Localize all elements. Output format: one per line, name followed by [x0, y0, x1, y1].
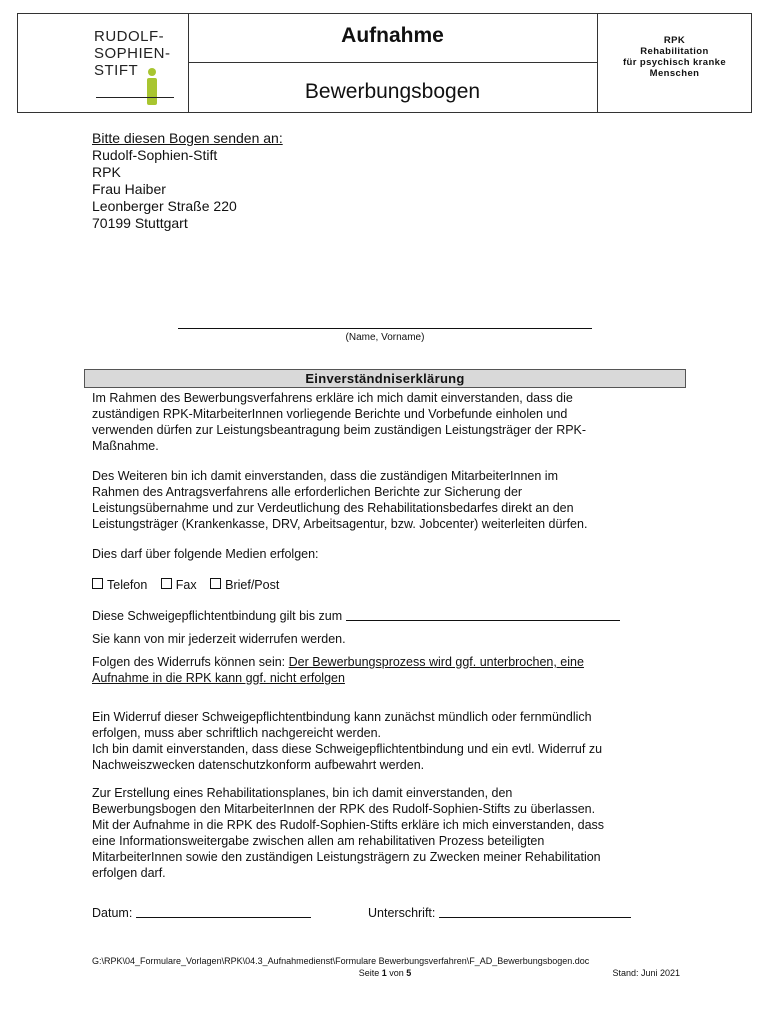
- signature-field[interactable]: [439, 917, 631, 918]
- page-prefix: Seite: [358, 968, 382, 978]
- text-line: Leistungsübernahme und zur Verdeutlichung des Rehabilitationsbedarfes direkt an den: [92, 501, 574, 515]
- text-line: Nachweiszwecken datenschutzkonform aufbewahrt werden.: [92, 758, 425, 772]
- consequences-text: Aufnahme in die RPK kann ggf. nicht erfolgen: [92, 671, 345, 685]
- checkbox-fax[interactable]: [161, 577, 197, 593]
- document-title: Aufnahme: [188, 14, 597, 63]
- checkbox-label: Brief/Post: [225, 578, 280, 592]
- address-heading: Bitte diesen Bogen senden an:: [92, 130, 283, 146]
- logo-underline: [96, 97, 174, 98]
- text-line: Mit der Aufnahme in die RPK des Rudolf-Sophien-Stifts erkläre ich mich einverstanden, dass: [92, 818, 605, 832]
- date-field[interactable]: [136, 917, 311, 918]
- page-current: 1: [381, 968, 387, 978]
- footer-stand-date: Stand: Juni 2021: [612, 968, 680, 978]
- name-caption: (Name, Vorname): [345, 332, 425, 343]
- text-line: MitarbeiterInnen sowie den zuständigen Leistungsträgern zu Zwecken meiner Rehabilitation: [92, 850, 601, 864]
- consequences-text: Der Bewerbungsprozess wird ggf. unterbrochen, eine: [288, 655, 584, 669]
- consequences-prefix: Folgen des Widerrufs können sein:: [92, 655, 289, 669]
- checkbox-telefon[interactable]: [92, 577, 147, 593]
- text-line: Bewerbungsbogen den MitarbeiterInnen der RPK des Rudolf-Sophien-Stifts zu überlassen.: [92, 802, 596, 816]
- logo-line-2: SOPHIEN-: [94, 45, 171, 62]
- text-line: eine Informationsweitergabe zwischen allen am rehabilitativen Prozess beteiligten: [92, 834, 545, 848]
- text-line: Maßnahme.: [92, 439, 159, 453]
- address-line: Frau Haiber: [92, 181, 166, 197]
- checkbox-label: Fax: [175, 578, 197, 592]
- text-line: verwenden dürfen zur Leistungsbeantragung beim zuständigen Leistungsträger der RPK-: [92, 423, 587, 437]
- signature-row: [368, 906, 631, 920]
- text-line: Des Weiteren bin ich damit einverstanden, dass die zuständigen MitarbeiterInnen im: [92, 469, 558, 483]
- address-line: Leonberger Straße 220: [92, 198, 237, 214]
- document-subtitle: Bewerbungsbogen: [304, 80, 481, 103]
- paragraph-revocation: [92, 709, 692, 773]
- date-signature-row: [92, 906, 311, 920]
- footer-file-path: G:\RPK\04_Formulare_Vorlagen\RPK\04.3_Aufnahmedienst\Formulare Bewerbungsverfahren\F_AD_Bewerbungsbogen.doc: [92, 956, 590, 966]
- page-total: 5: [406, 968, 412, 978]
- checkbox-label: Telefon: [107, 578, 148, 592]
- rpk-line-4: Menschen: [649, 68, 700, 79]
- text-line: Leistungsträger (Krankenkasse, DRV, Arbeitsagentur, bzw. Jobcenter) weiterleiten dürfen.: [92, 517, 588, 531]
- validity-date-field[interactable]: [346, 620, 620, 621]
- page-mid: von: [386, 968, 407, 978]
- rpk-line-1: RPK: [663, 35, 686, 46]
- document-header: [17, 13, 752, 113]
- text-line: erfolgen darf.: [92, 866, 166, 880]
- text-line: zuständigen RPK-MitarbeiterInnen vorliegende Berichte und Vorbefunde einholen und: [92, 407, 568, 421]
- text-line: Rahmen des Antragsverfahrens alle erforderlichen Berichte zur Sicherung der: [92, 485, 523, 499]
- address-block: [92, 130, 283, 232]
- text-line: erfolgen, muss aber schriftlich nachgereicht werden.: [92, 726, 382, 740]
- rpk-line-3: für psychisch kranke: [622, 57, 727, 68]
- rpk-cell: [598, 14, 751, 112]
- logo-line-1: RUDOLF-: [94, 28, 165, 45]
- logo-cell: [18, 14, 189, 112]
- title-cell: [188, 14, 598, 112]
- address-line: 70199 Stuttgart: [92, 215, 188, 231]
- address-line: Rudolf-Sophien-Stift: [92, 147, 218, 163]
- date-label: Datum:: [92, 906, 133, 920]
- text-line: Ich bin damit einverstanden, dass diese Schweigepflichtentbindung und ein evtl. Widerruf zu: [92, 742, 603, 756]
- text-line: Zur Erstellung eines Rehabilitationsplanes, bin ich damit einverstanden, den: [92, 786, 513, 800]
- text-line: Im Rahmen des Bewerbungsverfahrens erkläre ich mich damit einverstanden, dass die: [92, 391, 573, 405]
- signature-label: Unterschrift:: [368, 906, 436, 920]
- checkbox-square-icon: [92, 578, 103, 589]
- address-line: RPK: [92, 164, 121, 180]
- revocation-consequences: [92, 654, 692, 686]
- checkbox-square-icon: [161, 578, 172, 589]
- rpk-line-2: Rehabilitation: [640, 46, 709, 57]
- validity-statement: [92, 608, 692, 624]
- revocation-statement: Sie kann von mir jederzeit widerrufen werden.: [92, 632, 346, 646]
- media-checkboxes: [92, 577, 289, 593]
- person-figure-icon: [144, 67, 160, 107]
- checkbox-brief-post[interactable]: [210, 577, 279, 593]
- logo-line-3: STIFT: [94, 62, 139, 79]
- paragraph-consent-1: [92, 390, 692, 454]
- media-intro: Dies darf über folgende Medien erfolgen:: [92, 547, 319, 561]
- validity-label: Diese Schweigepflichtentbindung gilt bis zum: [92, 609, 343, 623]
- section-title: Einverständniserklärung: [84, 369, 686, 388]
- name-field-line[interactable]: [178, 328, 592, 329]
- paragraph-rehab-plan: [92, 785, 692, 881]
- checkbox-square-icon: [210, 578, 221, 589]
- text-line: Ein Widerruf dieser Schweigepflichtentbindung kann zunächst mündlich oder fernmündlich: [92, 710, 592, 724]
- paragraph-consent-2: [92, 468, 692, 532]
